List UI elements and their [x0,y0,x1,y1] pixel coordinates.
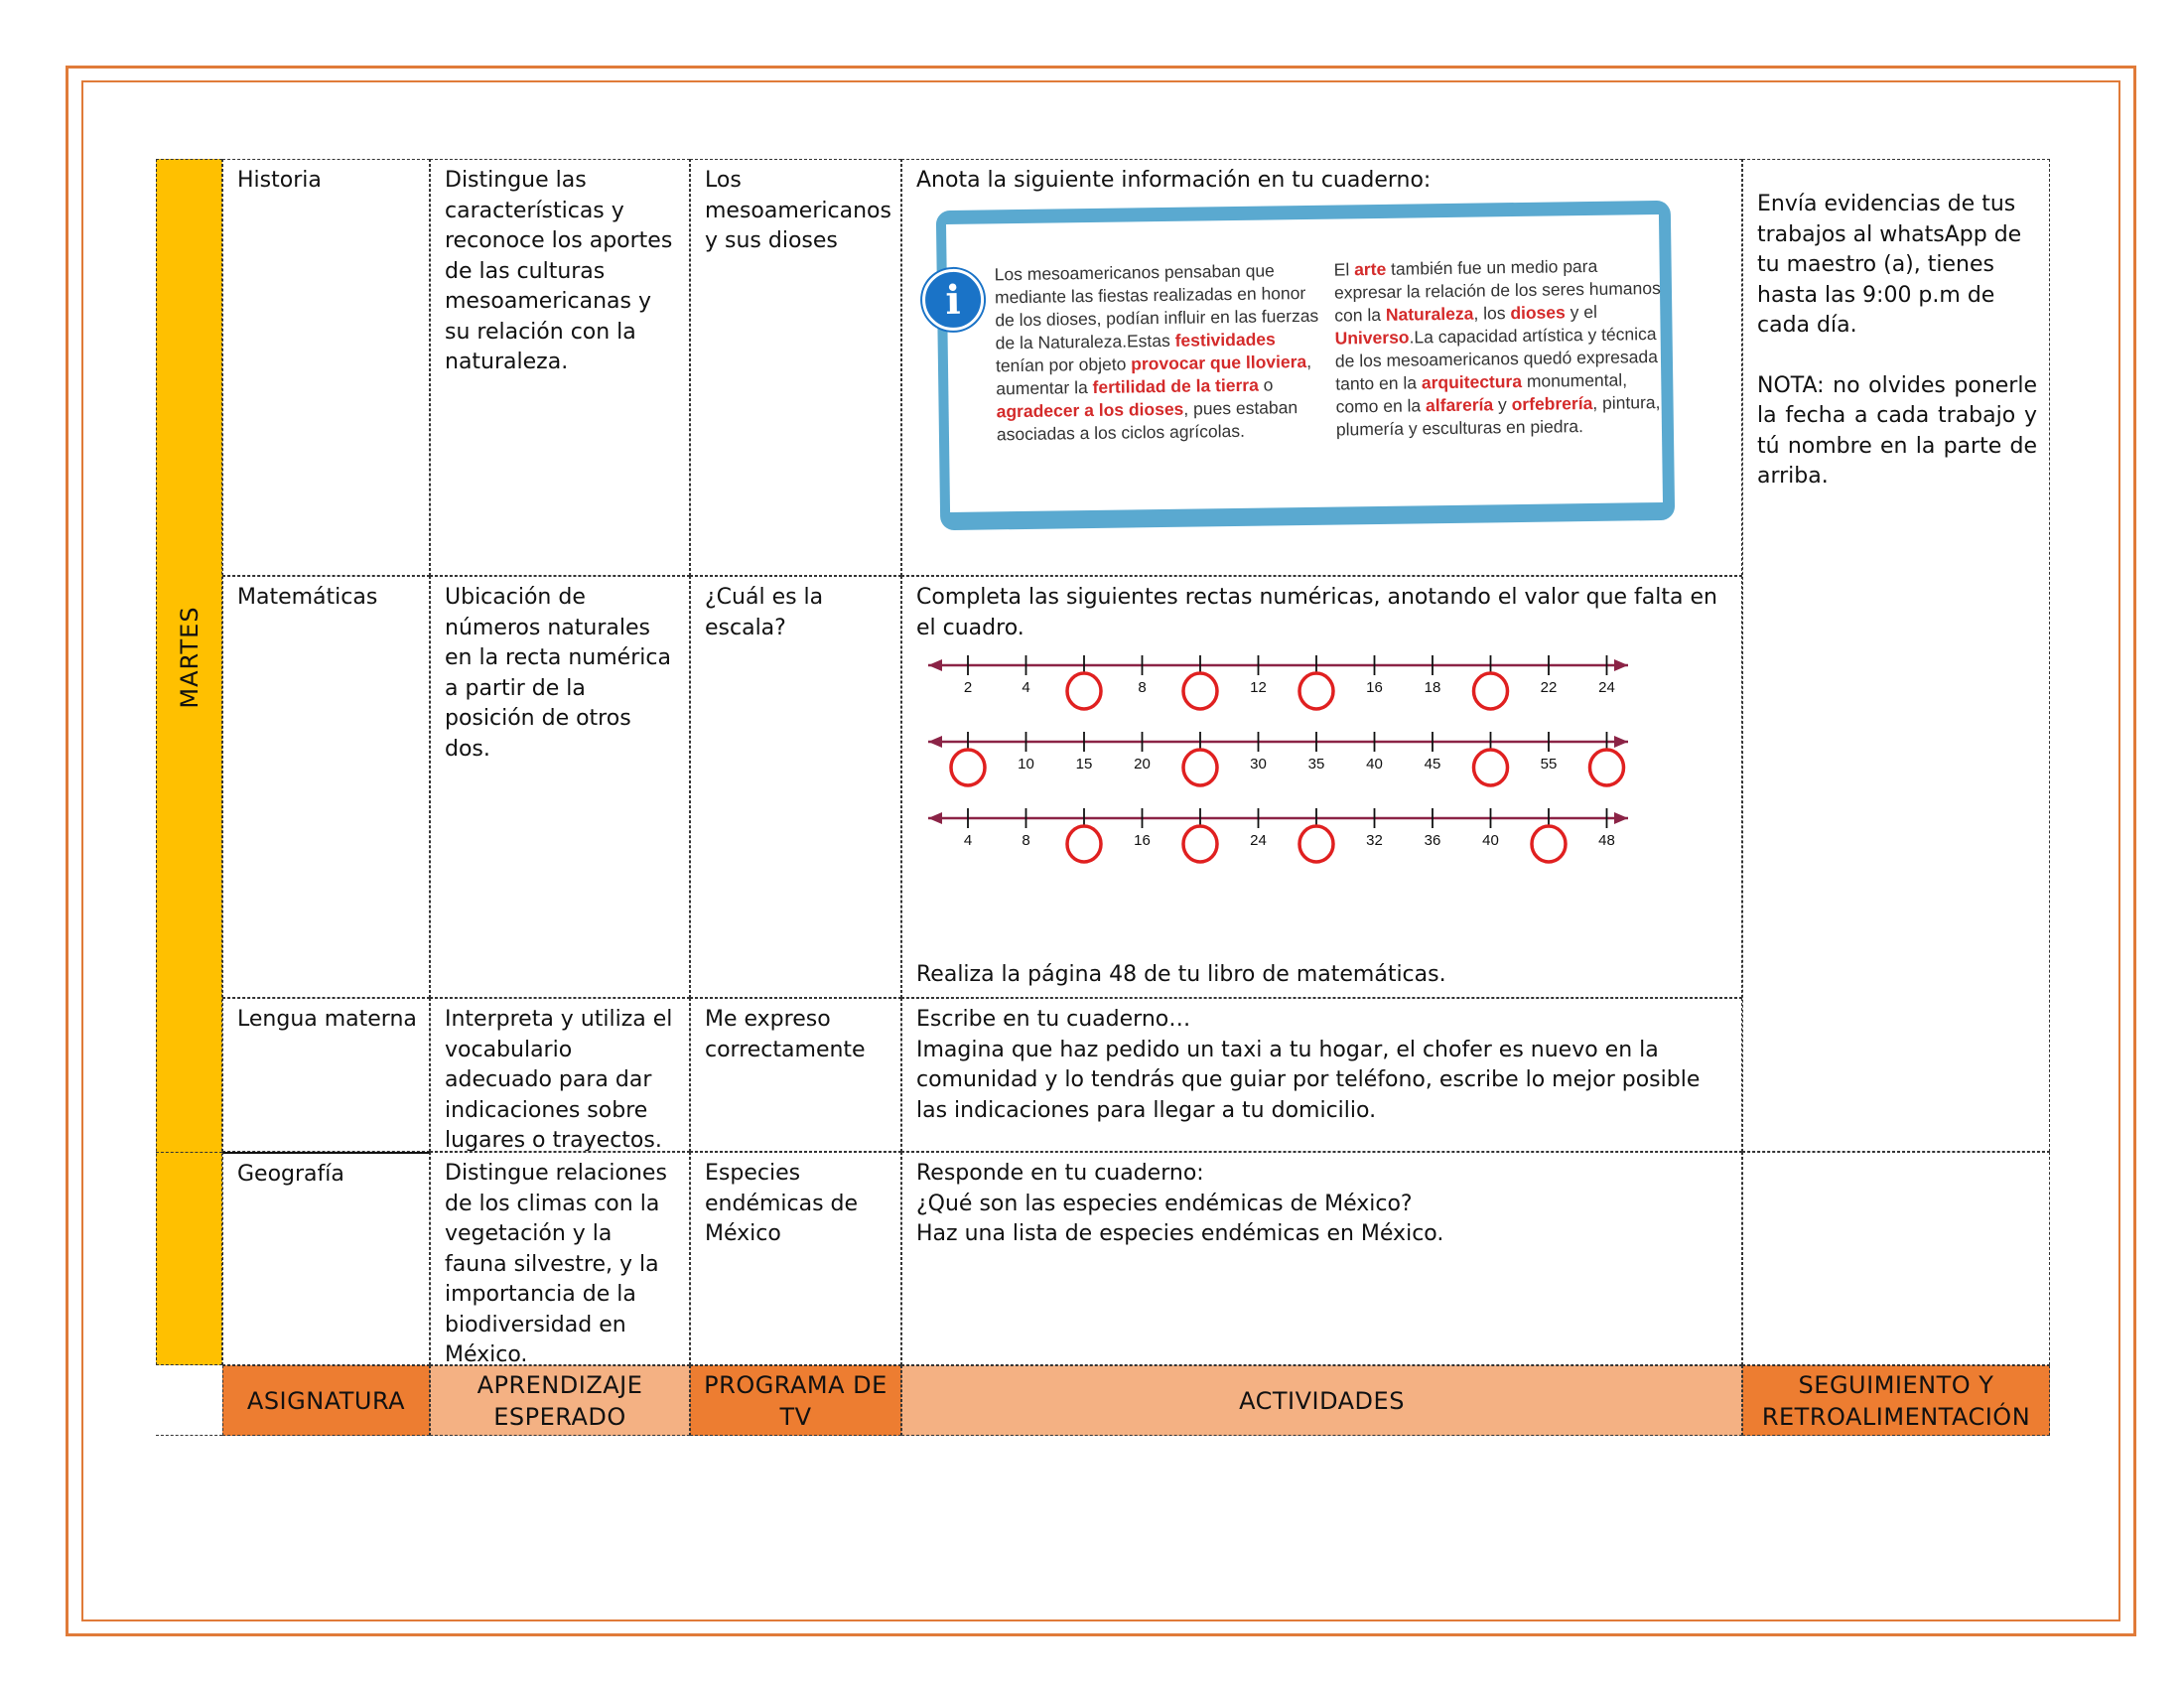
info-highlight: arquitectura [1421,370,1523,393]
info-text: El [1333,259,1355,280]
number-line-3 [928,808,1628,862]
arrow-left-icon [928,736,942,748]
info-text: también fue un medio para expresar la relación de los seres humanos con la [1333,255,1661,326]
number-line-label: 10 [1018,756,1034,773]
tv-matematicas: ¿Cuál es la escala? [690,576,901,998]
number-line-label: 20 [1134,756,1151,773]
subject-matematicas: Matemáticas [222,576,430,998]
blank-answer-circle[interactable] [1474,750,1508,785]
header-left-rule [156,1435,222,1436]
number-line-label: 55 [1540,756,1558,773]
number-line-label: 35 [1307,756,1325,773]
tv-lengua: Me expreso correctamente [690,998,901,1152]
info-icon: i [922,269,985,332]
info-highlight: agradecer a los dioses [996,398,1184,422]
tv-historia: Los mesoamericanos y sus dioses [690,159,901,576]
info-highlight: orfebrería [1511,392,1593,415]
number-line-label: 22 [1540,679,1558,696]
number-line-label: 4 [1022,679,1030,696]
number-line-2 [928,732,1628,785]
info-text: y [1493,394,1512,415]
info-text: , pues estaban asociadas a los ciclos agrícolas. [996,397,1298,445]
header-subject: ASIGNATURA [222,1365,430,1436]
number-line-label: 8 [1022,832,1030,849]
info-text: Los mesoamericanos pensaban que mediante las fiestas realizadas en honor de los dioses, podían influir en las fuerzas de la Naturaleza. [994,260,1319,353]
number-line-1 [928,655,1628,709]
number-line-label: 16 [1134,832,1151,849]
activity-matematicas-text: Completa las siguientes rectas numéricas, anotando el valor que falta en el cuadro. [916,585,1717,640]
blank-answer-circle[interactable] [1590,750,1624,785]
number-line-label: 8 [1138,679,1147,696]
subject-lengua: Lengua materna [222,998,430,1152]
number-line-label: 36 [1424,832,1441,849]
activity-lengua-line1: Escribe en tu cuaderno… [916,1007,1191,1032]
info-text: monumental, como en la [1335,369,1628,417]
blank-answer-circle[interactable] [1299,673,1333,709]
learning-geografia: Distingue relaciones de los climas con la vegetación y la fauna silvestre, y la importancia de la biodiversidad en México. [430,1152,690,1365]
number-line-label: 16 [1366,679,1383,696]
followup-geografia [1742,1152,2050,1365]
number-line-label: 24 [1598,679,1615,696]
activity-geografia-line1: Responde en tu cuaderno: [916,1161,1204,1186]
activity-matematicas-footer: Realiza la página 48 de tu libro de matemáticas. [916,962,1446,987]
info-highlight: provocar que lloviera [1131,351,1307,374]
arrow-right-icon [1614,736,1628,748]
info-text: tenían por objeto [995,353,1132,376]
day-label: MARTES [176,606,204,709]
subject-geografia: Geografía [222,1152,430,1365]
info-highlight: Universo [1334,327,1410,349]
arrow-left-icon [928,659,942,671]
activity-geografia-line3: Haz una lista de especies endémicas en México. [916,1221,1444,1246]
number-line-label: 30 [1250,756,1267,773]
learning-historia: Distingue las características y reconoce los aportes de las culturas mesoamericanas y su relación con la naturaleza. [430,159,690,576]
number-line-label: 15 [1075,756,1093,773]
number-line-label: 40 [1482,832,1499,849]
followup-text-1: Envía evidencias de tus trabajos al whatsApp de tu maestro (a), tienes hasta las 9:00 p.m de cada día. [1757,192,2022,338]
blank-answer-circle[interactable] [951,750,985,785]
info-highlight: festividades [1174,329,1276,351]
activity-lengua-text: Imagina que haz pedido un taxi a tu hogar, el chofer es nuevo en la comunidad y lo tendrás que guiar por teléfono, escribe lo mejor posible las indicaciones para llegar a tu domicilio. [916,1037,1701,1123]
arrow-left-icon [928,812,942,824]
activity-historia-text: Anota la siguiente información en tu cuaderno: [916,168,1432,193]
number-line-label: 2 [963,679,973,696]
header-activities: ACTIVIDADES [901,1365,1742,1436]
number-line-label: 45 [1424,756,1441,773]
info-text: , aumentar la [996,351,1312,399]
arrow-right-icon [1614,812,1628,824]
followup-cell [1742,159,2050,1152]
blank-answer-circle[interactable] [1183,673,1217,709]
info-highlight: alfarería [1425,394,1494,416]
info-box [938,206,1675,528]
learning-lengua: Interpreta y utiliza el vocabulario adecuado para dar indicaciones sobre lugares o trayectos. [430,998,690,1152]
activity-lengua [901,998,1742,1152]
number-line-label: 12 [1250,679,1267,696]
learning-matematicas: Ubicación de números naturales en la recta numérica a partir de la posición de otros dos. [430,576,690,998]
info-text: La capacidad artística y técnica de los mesoamericanos quedó expresada tanto en la [1334,324,1658,394]
info-highlight: arte [1353,258,1387,280]
activity-geografia-line2: ¿Qué son las especies endémicas de México? [916,1191,1413,1216]
followup-note: NOTA: no olvides ponerle la fecha a cada trabajo y tú nombre en la parte de arriba. [1757,372,2037,489]
header-learning: APRENDIZAJE ESPERADO [430,1365,690,1436]
blank-answer-circle[interactable] [1299,826,1333,862]
activity-geografia [901,1152,1742,1365]
blank-answer-circle[interactable] [1067,826,1101,862]
number-line-label: 4 [963,832,973,849]
info-text: . [1409,327,1415,348]
info-text: Estas [1126,330,1175,352]
info-text: , los [1473,303,1511,324]
blank-answer-circle[interactable] [1067,673,1101,709]
blank-answer-circle[interactable] [1474,673,1508,709]
number-lines [913,645,1648,884]
subject-historia: Historia [222,159,430,576]
blank-answer-circle[interactable] [1532,826,1566,862]
number-line-label: 18 [1424,679,1441,696]
header-tv: PROGRAMA DE TV [690,1365,901,1436]
info-highlight: dioses [1510,302,1566,324]
arrow-right-icon [1614,659,1628,671]
info-column-1 [995,259,1325,447]
info-highlight: fertilidad de la tierra [1092,374,1259,397]
number-line-label: 40 [1366,756,1383,773]
day-column-divider [156,1152,222,1365]
blank-answer-circle[interactable] [1183,750,1217,785]
info-column-2 [1334,254,1665,442]
number-line-label: 24 [1250,832,1267,849]
tv-geografia: Especies endémicas de México [690,1152,901,1365]
info-text: o [1258,374,1274,395]
info-highlight: Naturaleza [1385,303,1474,325]
blank-answer-circle[interactable] [1183,826,1217,862]
info-text: , pintura, plumería y esculturas en piedra. [1335,391,1661,440]
number-line-label: 32 [1366,832,1383,849]
header-followup: SEGUIMIENTO Y RETROALIMENTACIÓN [1742,1365,2050,1436]
info-card-paper [946,214,1663,512]
info-text: y el [1565,301,1598,323]
number-line-label: 48 [1598,832,1615,849]
